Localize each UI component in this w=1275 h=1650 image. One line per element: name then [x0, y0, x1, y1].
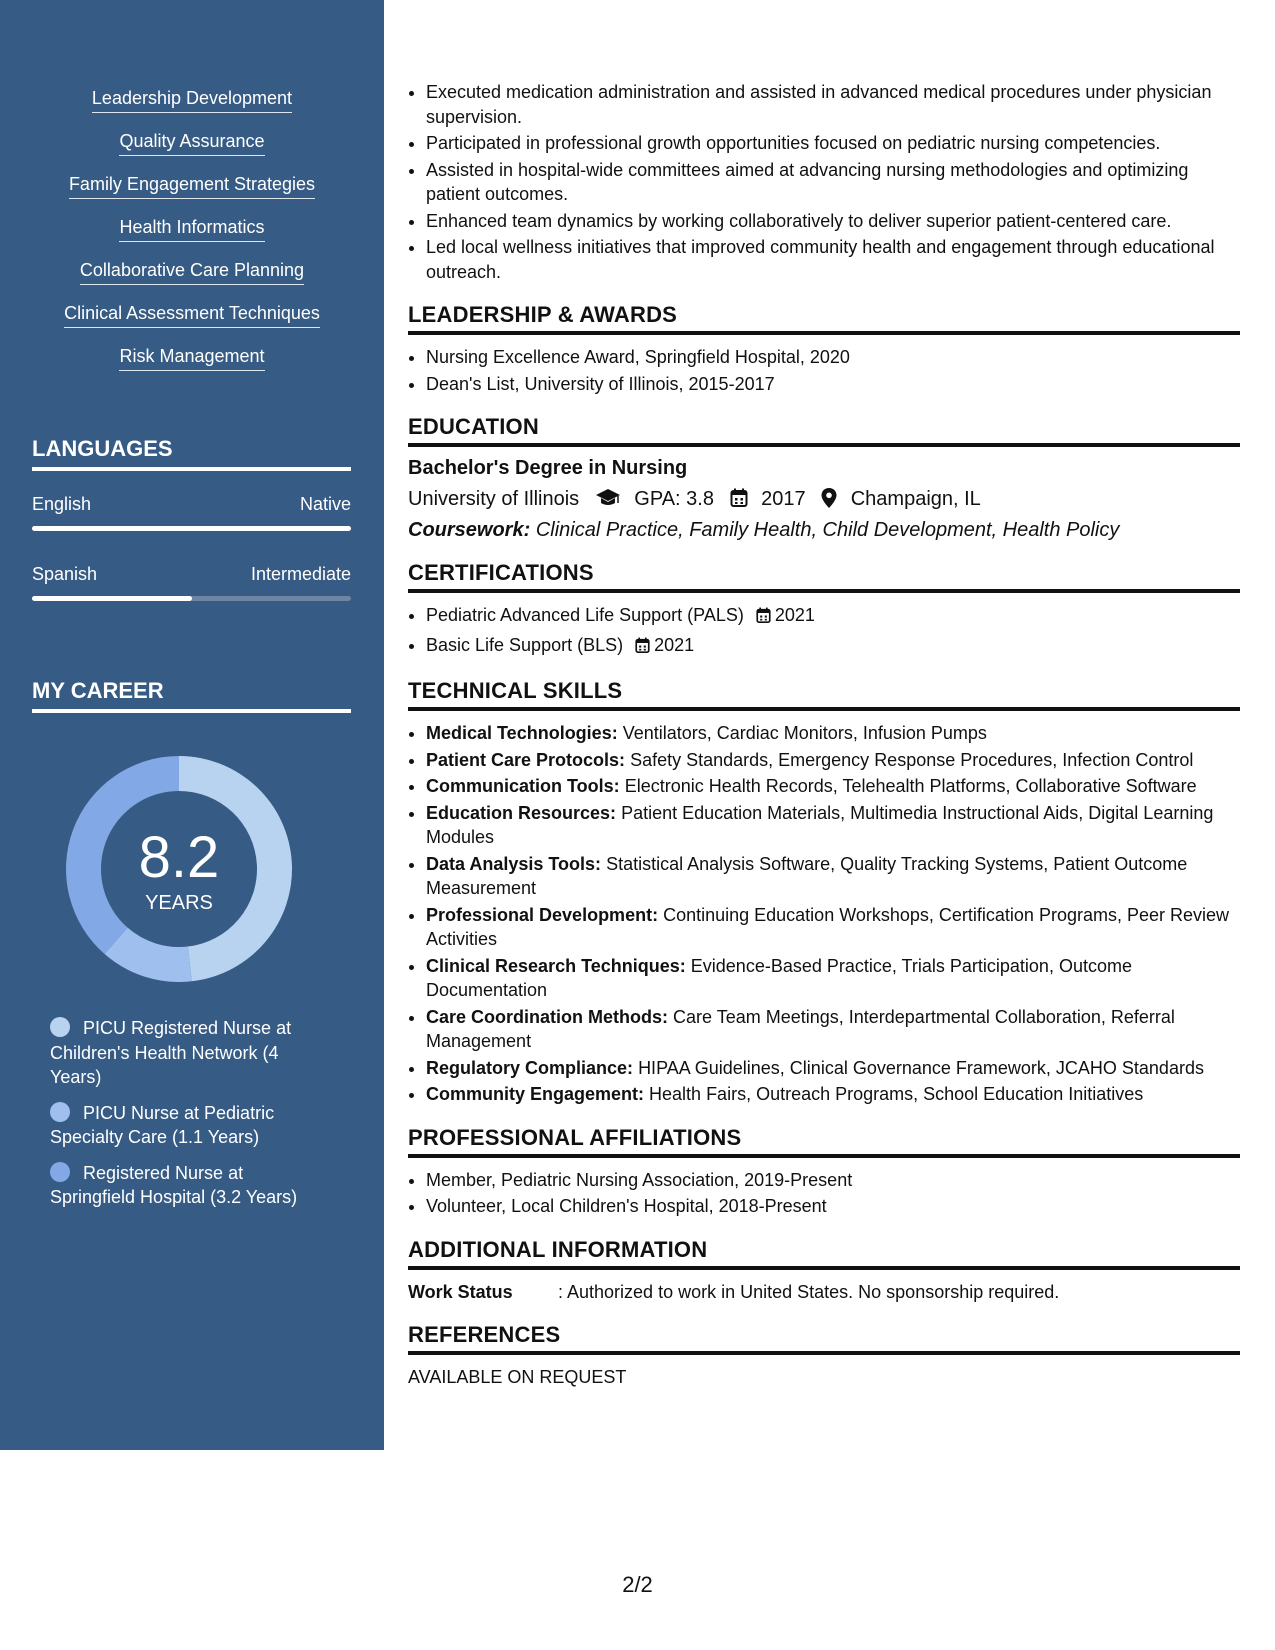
- certification-year: 2021: [774, 605, 815, 625]
- coursework-text: Clinical Practice, Family Health, Child Development, Health Policy: [535, 519, 1120, 541]
- technical-skills-list: [408, 721, 1240, 1107]
- affiliations-heading: PROFESSIONAL AFFILIATIONS: [408, 1125, 1240, 1158]
- references-heading: REFERENCES: [408, 1322, 1240, 1355]
- technical-skill-item: [426, 774, 1240, 799]
- technical-skill-label: Community Engagement:: [426, 1084, 645, 1104]
- affiliations-list: [408, 1168, 1240, 1219]
- education-year: 2017: [761, 488, 806, 510]
- career-legend-item: [50, 1016, 320, 1090]
- main-content: [408, 80, 1240, 1389]
- technical-skill-text: Health Fairs, Outreach Programs, School Education Initiatives: [649, 1084, 1144, 1104]
- certification-name: Pediatric Advanced Life Support (PALS): [426, 605, 744, 625]
- skill-tag: Clinical Assessment Techniques: [64, 301, 320, 328]
- skill-tag: Quality Assurance: [119, 129, 264, 156]
- career-donut-chart: [66, 756, 292, 982]
- work-status-label: Work Status: [408, 1281, 513, 1302]
- map-pin-icon: [821, 488, 837, 516]
- calendar-icon: [730, 488, 748, 516]
- career-legend-label: Registered Nurse at Springfield Hospital (3.2 Years): [50, 1162, 298, 1207]
- graduation-cap-icon: [595, 488, 621, 516]
- legend-dot-icon: [50, 1017, 70, 1037]
- technical-skill-text: Care Team Meetings, Interdepartmental Collaboration, Referral Management: [426, 1006, 1175, 1051]
- certification-name: Basic Life Support (BLS): [426, 634, 624, 655]
- language-row: [32, 494, 351, 515]
- skill-tag: Risk Management: [119, 344, 264, 371]
- technical-skill-label: Care Coordination Methods:: [426, 1006, 668, 1027]
- sidebar: [0, 0, 384, 1450]
- additional-info-heading: ADDITIONAL INFORMATION: [408, 1237, 1240, 1270]
- experience-bullet: • Enhanced team dynamics by working collaboratively to deliver superior patient-centered care.: [426, 209, 1240, 234]
- donut-center: [66, 756, 292, 982]
- skill-tag: Family Engagement Strategies: [69, 172, 315, 199]
- career-legend-label: PICU Nurse at Pediatric Specialty Care (1.1 Years): [50, 1102, 275, 1147]
- technical-skill-text: Patient Education Materials, Multimedia Instructional Aids, Digital Learning Modules: [426, 802, 1214, 847]
- education-school: University of Illinois: [408, 488, 580, 510]
- technical-skill-item: [426, 721, 1240, 746]
- technical-skill-item: [426, 1082, 1240, 1107]
- affiliation-item: • Member, Pediatric Nursing Association, 2019-Present: [426, 1168, 1240, 1193]
- technical-skill-label: Patient Care Protocols:: [426, 749, 626, 770]
- certifications-list: [408, 603, 1240, 660]
- language-bar: [32, 596, 351, 601]
- language-name: English: [32, 494, 92, 514]
- technical-skills-heading: TECHNICAL SKILLS: [408, 678, 1240, 711]
- education-degree: Bachelor's Degree in Nursing: [408, 457, 688, 479]
- education-location: Champaign, IL: [850, 488, 981, 510]
- technical-skill-item: [426, 801, 1240, 850]
- experience-bullet: • Executed medication administration and assisted in advanced medical procedures under physician supervision.: [426, 80, 1240, 129]
- certification-item: [426, 603, 1240, 631]
- legend-dot-icon: [50, 1102, 70, 1122]
- languages-heading: LANGUAGES: [32, 436, 351, 471]
- education-gpa: GPA: 3.8: [634, 488, 714, 510]
- technical-skill-label: Regulatory Compliance:: [426, 1057, 634, 1078]
- legend-dot-icon: [50, 1162, 70, 1182]
- skill-tag: Leadership Development: [92, 86, 292, 113]
- language-name: Spanish: [32, 564, 98, 584]
- career-legend-label: PICU Registered Nurse at Children's Health Network (4 Years): [50, 1018, 292, 1087]
- career-total-unit: YEARS: [145, 892, 213, 914]
- language-bar-fill: [32, 596, 192, 601]
- language-row: [32, 564, 351, 585]
- technical-skill-label: Medical Technologies:: [426, 723, 618, 743]
- coursework-label: Coursework:: [408, 519, 531, 541]
- technical-skill-item: [426, 954, 1240, 1003]
- calendar-icon: [756, 606, 771, 631]
- affiliation-item: • Volunteer, Local Children's Hospital, 2018-Present: [426, 1194, 1240, 1219]
- award-item: • Nursing Excellence Award, Springfield Hospital, 2020: [426, 345, 1240, 370]
- certification-item: [426, 633, 1240, 661]
- technical-skill-label: Communication Tools:: [426, 776, 620, 796]
- experience-bullets: [408, 80, 1240, 284]
- language-bar-fill: [32, 526, 351, 531]
- work-status-row: [408, 1280, 1240, 1304]
- references-text: AVAILABLE ON REQUEST: [408, 1366, 627, 1387]
- technical-skill-label: Data Analysis Tools:: [426, 853, 602, 874]
- technical-skill-item: [426, 1005, 1240, 1054]
- career-total-years: 8.2: [138, 825, 220, 890]
- career-legend: [50, 1016, 320, 1221]
- work-status-value: : Authorized to work in United States. No sponsorship required.: [558, 1281, 1060, 1302]
- technical-skill-text: Ventilators, Cardiac Monitors, Infusion Pumps: [622, 723, 987, 743]
- certifications-heading: CERTIFICATIONS: [408, 560, 1240, 593]
- calendar-icon: [635, 636, 650, 661]
- experience-bullet: • Assisted in hospital-wide committees aimed at advancing nursing methodologies and optimizing patient outcomes.: [426, 158, 1240, 207]
- award-item: • Dean's List, University of Illinois, 2015-2017: [426, 372, 1240, 397]
- career-legend-item: [50, 1101, 320, 1150]
- skill-tags: [0, 86, 384, 387]
- career-heading: MY CAREER: [32, 678, 351, 713]
- technical-skill-label: Education Resources:: [426, 802, 617, 823]
- skill-tag: Collaborative Care Planning: [80, 258, 304, 285]
- technical-skill-label: Clinical Research Techniques:: [426, 955, 686, 976]
- technical-skill-item: [426, 903, 1240, 952]
- technical-skill-text: Statistical Analysis Software, Quality Tracking Systems, Patient Outcome Measurement: [426, 853, 1188, 898]
- technical-skill-text: Evidence-Based Practice, Trials Participation, Outcome Documentation: [426, 955, 1132, 1000]
- skill-tag: Health Informatics: [119, 215, 264, 242]
- page-number: 2/2: [622, 1572, 653, 1597]
- language-bar: [32, 526, 351, 531]
- technical-skill-item: [426, 748, 1240, 773]
- awards-list: [408, 345, 1240, 396]
- technical-skill-item: [426, 1056, 1240, 1081]
- awards-heading: LEADERSHIP & AWARDS: [408, 302, 1240, 335]
- certification-year: 2021: [654, 634, 695, 655]
- technical-skill-item: [426, 852, 1240, 901]
- education-heading: EDUCATION: [408, 414, 1240, 447]
- technical-skill-text: HIPAA Guidelines, Clinical Governance Framework, JCAHO Standards: [638, 1057, 1204, 1078]
- career-legend-item: [50, 1161, 320, 1210]
- education-details: [408, 485, 1240, 516]
- language-level: Native: [299, 494, 351, 514]
- technical-skill-text: Continuing Education Workshops, Certification Programs, Peer Review Activities: [426, 904, 1230, 949]
- education-coursework: [408, 519, 1240, 542]
- language-level: Intermediate: [250, 564, 351, 584]
- experience-bullet: • Led local wellness initiatives that improved community health and engagement through educational outreach.: [426, 235, 1240, 284]
- technical-skill-text: Safety Standards, Emergency Response Procedures, Infection Control: [630, 749, 1194, 770]
- technical-skill-label: Professional Development:: [426, 904, 659, 925]
- technical-skill-text: Electronic Health Records, Telehealth Platforms, Collaborative Software: [624, 776, 1197, 796]
- experience-bullet: • Participated in professional growth opportunities focused on pediatric nursing competencies.: [426, 131, 1240, 156]
